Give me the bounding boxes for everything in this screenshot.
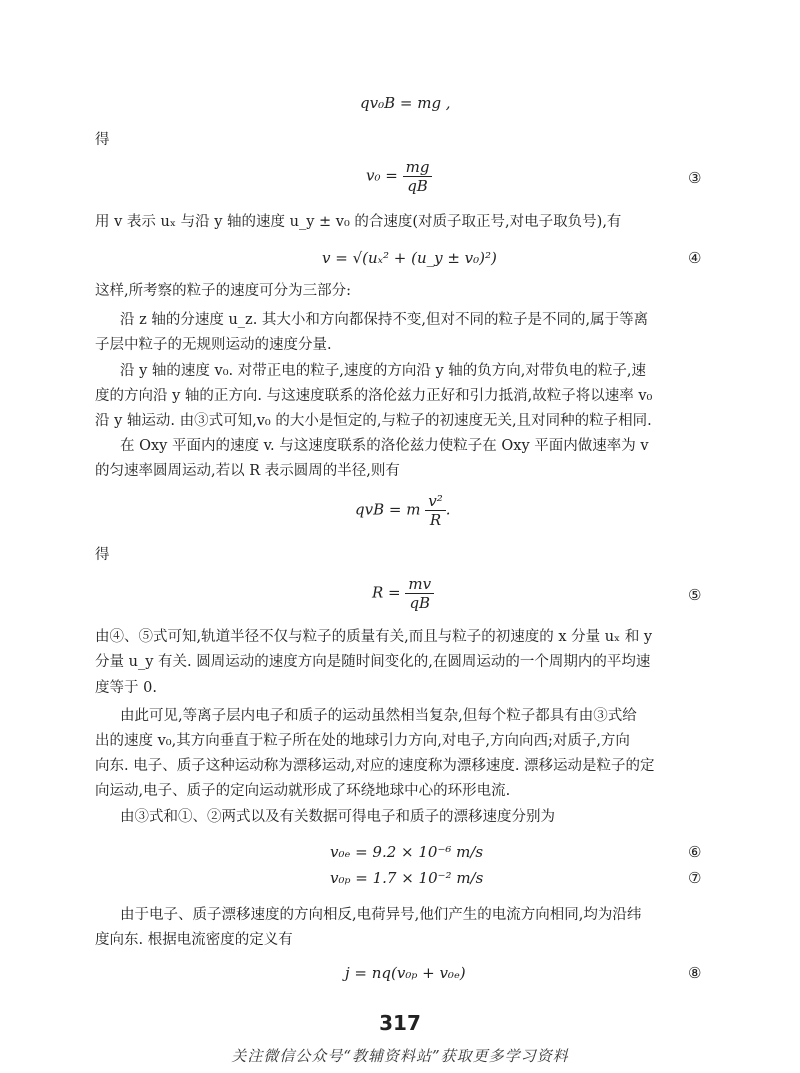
paragraph-9-line-1: 由于电子、质子漂移速度的方向相反,电荷异号,他们产生的电流方向相同,均为沿纬 — [120, 907, 642, 923]
paragraph-8: 由③式和①、②两式以及有关数据可得电子和质子的漂移速度分别为 — [120, 809, 555, 825]
paragraph-6-line-2: 分量 u_y 有关. 圆周运动的速度方向是随时间变化的,在圆周运动的一个周期内的平均速 — [95, 654, 651, 670]
paragraph-4-line-1: 沿 y 轴的速度 v₀. 对带正电的粒子,速度的方向沿 y 轴的负方向,对带负电的粒子,速 — [120, 363, 646, 379]
equation-6: v₀ₑ = 9.2 × 10⁻⁶ m/s — [330, 843, 484, 861]
paragraph-7-line-3: 向东. 电子、质子这种运动称为漂移运动,对应的速度称为漂移速度. 漂移运动是粒子的定 — [95, 758, 655, 774]
equation-3 — [366, 158, 432, 195]
equation-5-fraction — [405, 575, 434, 612]
paragraph-7-line-2: 出的速度 v₀,其方向垂直于粒子所在处的地球引力方向,对电子,方向向西;对质子,方向 — [95, 733, 630, 749]
paragraph-5-line-1: 在 Oxy 平面内的速度 v. 与这速度联系的洛伦兹力使粒子在 Oxy 平面内做速率为 v — [120, 438, 649, 454]
equation-3-denominator: qB — [407, 177, 428, 195]
equation-lorentz-end: . — [445, 500, 451, 519]
equation-5-lhs: R = — [372, 583, 401, 602]
paragraph-4-line-3: 沿 y 轴运动. 由③式可知,v₀ 的大小是恒定的,与粒子的初速度无关,且对同种的粒子相同. — [95, 413, 652, 429]
paragraph-9-line-2: 度向东. 根据电流密度的定义有 — [95, 932, 293, 948]
equation-lorentz-denominator: R — [429, 511, 442, 529]
equation-3-numerator: mg — [403, 158, 433, 177]
paragraph-5-line-2: 的匀速率圆周运动,若以 R 表示圆周的半径,则有 — [95, 463, 400, 479]
equation-lorentz-numerator: v² — [425, 492, 446, 511]
equation-8: j = nq(v₀ₚ + v₀ₑ) — [345, 964, 466, 982]
equation-8-label: ⑧ — [688, 964, 702, 982]
equation-lorentz-fraction — [425, 492, 446, 529]
paragraph-6-line-1: 由④、⑤式可知,轨道半径不仅与粒子的质量有关,而且与粒子的初速度的 x 分量 uₓ 和 y — [95, 629, 653, 645]
equation-4-label: ④ — [688, 249, 702, 267]
paragraph-6-line-3: 度等于 0. — [95, 680, 157, 696]
equation-3-label: ③ — [688, 169, 702, 187]
text-de-2: 得 — [95, 547, 110, 563]
paragraph-4-line-2: 度的方向沿 y 轴的正方向. 与这速度联系的洛伦兹力正好和引力抵消,故粒子将以速率 v₀ — [95, 388, 653, 404]
footer-watermark: 关注微信公众号“教辅资料站”获取更多学习资料 — [231, 1047, 569, 1065]
equation-5 — [372, 575, 434, 612]
equation-lorentz — [355, 492, 451, 529]
paragraph-1: 用 v 表示 uₓ 与沿 y 轴的速度 u_y ± v₀ 的合速度(对质子取正号,对电子取负号),有 — [95, 214, 622, 230]
equation-7: v₀ₚ = 1.7 × 10⁻² m/s — [330, 869, 484, 887]
text-de-1: 得 — [95, 132, 110, 148]
equation-top: qv₀B = mg , — [360, 94, 451, 112]
paragraph-3-line-2: 子层中粒子的无规则运动的速度分量. — [95, 337, 332, 353]
equation-lorentz-lhs: qvB = m — [355, 500, 421, 519]
equation-5-label: ⑤ — [688, 586, 702, 604]
equation-5-denominator: qB — [409, 594, 431, 612]
equation-3-fraction — [403, 158, 433, 195]
equation-3-lhs: v₀ = — [366, 166, 398, 185]
equation-4: v = √(uₓ² + (u_y ± v₀)²) — [322, 249, 497, 267]
paragraph-7-line-1: 由此可见,等离子层内电子和质子的运动虽然相当复杂,但每个粒子都具有由③式给 — [120, 708, 637, 724]
paragraph-3-line-1: 沿 z 轴的分速度 u_z. 其大小和方向都保持不变,但对不同的粒子是不同的,属于等离 — [120, 312, 649, 328]
equation-6-label: ⑥ — [688, 843, 702, 861]
equation-5-numerator: mv — [405, 575, 434, 594]
paragraph-7-line-4: 向运动,电子、质子的定向运动就形成了环绕地球中心的环形电流. — [95, 783, 511, 799]
equation-7-label: ⑦ — [688, 869, 702, 887]
page-number: 317 — [379, 1011, 421, 1035]
paragraph-2: 这样,所考察的粒子的速度可分为三部分: — [95, 283, 351, 299]
